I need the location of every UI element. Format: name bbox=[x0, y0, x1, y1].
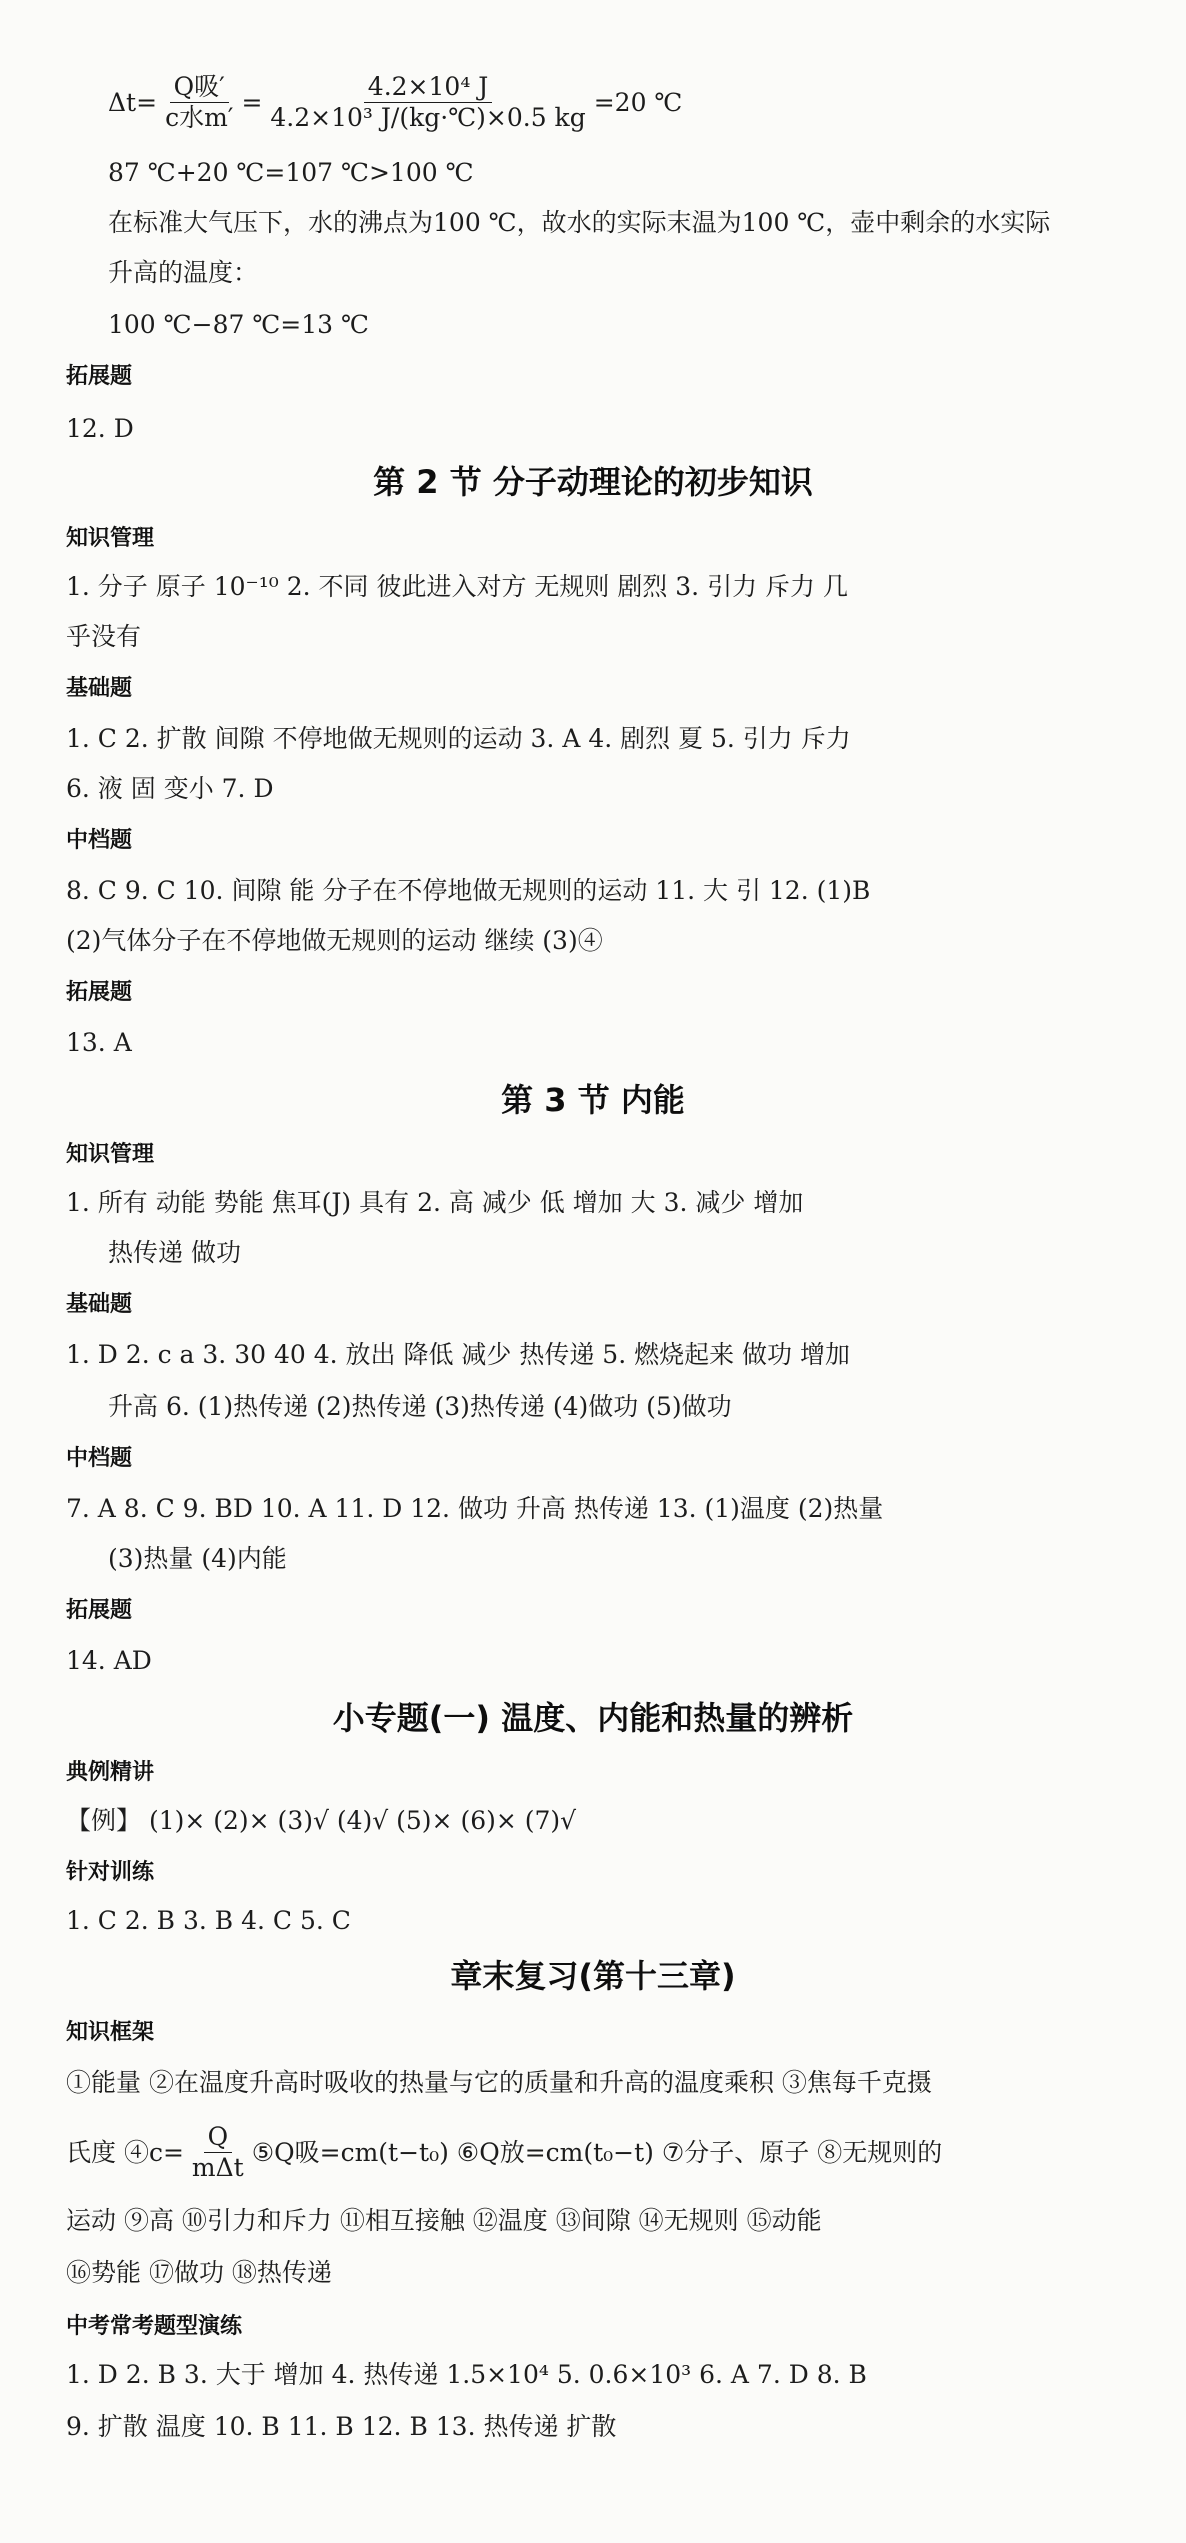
specific-heat-denominator: mΔt bbox=[191, 2153, 244, 2182]
calc-line-3: 升高的温度： bbox=[108, 258, 259, 287]
formula-suffix: ⑤Q吸=cm(t−t₀) ⑥Q放=cm(t₀−t) ⑦分子、原子 ⑧无规则的 bbox=[251, 2137, 943, 2167]
section-label: 针对训练 bbox=[66, 1860, 155, 1885]
answer-line: 运动 ⑨高 ⑩引力和斥力 ⑪相互接触 ⑫温度 ⑬间隙 ⑭无规则 ⑮动能 bbox=[66, 2206, 822, 2235]
formula-prefix: 氏度 ④c= bbox=[66, 2137, 184, 2167]
specific-heat-numerator: Q bbox=[204, 2122, 233, 2153]
section-title: 第 2 节 分子动理论的初步知识 bbox=[373, 463, 813, 501]
answer-line: 热传递 做功 bbox=[108, 1238, 241, 1267]
section-label: 典例精讲 bbox=[66, 1760, 155, 1785]
answer-line: 13. A bbox=[66, 1028, 132, 1057]
formula-lhs: Δt= bbox=[108, 88, 158, 117]
fraction-2-denominator: 4.2×10³ J/(kg·℃)×0.5 kg bbox=[270, 103, 586, 132]
answer-line: 8. C 9. C 10. 间隙 能 分子在不停地做无规则的运动 11. 大 引 12. (1)B bbox=[66, 876, 871, 905]
answer-line: ①能量 ②在温度升高时吸收的热量与它的质量和升高的温度乘积 ③焦每千克摄 bbox=[66, 2068, 932, 2097]
specific-heat-fraction bbox=[188, 2122, 248, 2183]
section-label: 知识管理 bbox=[66, 1142, 155, 1167]
formula-equals: = bbox=[241, 88, 263, 117]
answer-line: 1. C 2. B 3. B 4. C 5. C bbox=[66, 1906, 351, 1935]
answer-line: 14. AD bbox=[66, 1646, 152, 1675]
fraction-2-numerator: 4.2×10⁴ J bbox=[364, 72, 493, 103]
section-title: 章末复习(第十三章) bbox=[450, 1957, 736, 1995]
section-label: 基础题 bbox=[66, 1292, 133, 1317]
answer-line: 升高 6. (1)热传递 (2)热传递 (3)热传递 (4)做功 (5)做功 bbox=[108, 1392, 732, 1421]
section-label: 中档题 bbox=[66, 828, 133, 853]
answer-line: 1. 所有 动能 势能 焦耳(J) 具有 2. 高 减少 低 增加 大 3. 减少 增加 bbox=[66, 1188, 804, 1217]
answer-line: 9. 扩散 温度 10. B 11. B 12. B 13. 热传递 扩散 bbox=[66, 2412, 617, 2441]
section-label: 拓展题 bbox=[66, 364, 133, 389]
section-label: 拓展题 bbox=[66, 980, 133, 1005]
answer-line: 【例】 (1)× (2)× (3)√ (4)√ (5)× (6)× (7)√ bbox=[66, 1806, 577, 1835]
calc-line-2: 在标准大气压下，水的沸点为100 ℃，故水的实际末温为100 ℃，壶中剩余的水实际 bbox=[108, 208, 1051, 237]
section-label: 知识管理 bbox=[66, 526, 155, 551]
fraction-1-numerator: Q吸′ bbox=[170, 72, 229, 103]
section-label: 拓展题 bbox=[66, 1598, 133, 1623]
temperature-formula bbox=[108, 72, 682, 133]
answer-line: 1. D 2. c a 3. 30 40 4. 放出 降低 减少 热传递 5. 燃烧起来 做功 增加 bbox=[66, 1340, 850, 1369]
section-title: 第 3 节 内能 bbox=[501, 1081, 685, 1119]
answer-line: 1. C 2. 扩散 间隙 不停地做无规则的运动 3. A 4. 剧烈 夏 5. 引力 斥力 bbox=[66, 724, 851, 753]
answer-line: 6. 液 固 变小 7. D bbox=[66, 774, 274, 803]
formula-fraction-2 bbox=[266, 72, 589, 133]
formula-fraction-1 bbox=[161, 72, 237, 133]
fraction-1-denominator: c水m′ bbox=[165, 103, 234, 132]
answer-line: (2)气体分子在不停地做无规则的运动 继续 (3)④ bbox=[66, 926, 603, 955]
answer-line: 乎没有 bbox=[66, 622, 142, 651]
section-label: 基础题 bbox=[66, 676, 133, 701]
section-label: 中考常考题型演练 bbox=[66, 2314, 243, 2339]
section-title: 小专题(一) 温度、内能和热量的辨析 bbox=[332, 1699, 854, 1737]
calc-line-1: 87 ℃+20 ℃=107 ℃>100 ℃ bbox=[108, 158, 474, 187]
answer-line-formula bbox=[66, 2122, 942, 2183]
answer-line: 12. D bbox=[66, 414, 134, 443]
answer-line: (3)热量 (4)内能 bbox=[108, 1544, 287, 1573]
section-label: 中档题 bbox=[66, 1446, 133, 1471]
answer-line: 1. 分子 原子 10⁻¹⁰ 2. 不同 彼此进入对方 无规则 剧烈 3. 引力 斥力 几 bbox=[66, 572, 848, 601]
answer-line: 1. D 2. B 3. 大于 增加 4. 热传递 1.5×10⁴ 5. 0.6×10³ 6. A 7. D 8. B bbox=[66, 2360, 867, 2389]
formula-result: =20 ℃ bbox=[593, 88, 683, 117]
answer-line: 7. A 8. C 9. BD 10. A 11. D 12. 做功 升高 热传递 13. (1)温度 (2)热量 bbox=[66, 1494, 884, 1523]
calc-line-4: 100 ℃−87 ℃=13 ℃ bbox=[108, 310, 369, 339]
answer-line: ⑯势能 ⑰做功 ⑱热传递 bbox=[66, 2258, 332, 2287]
section-label: 知识框架 bbox=[66, 2020, 155, 2045]
